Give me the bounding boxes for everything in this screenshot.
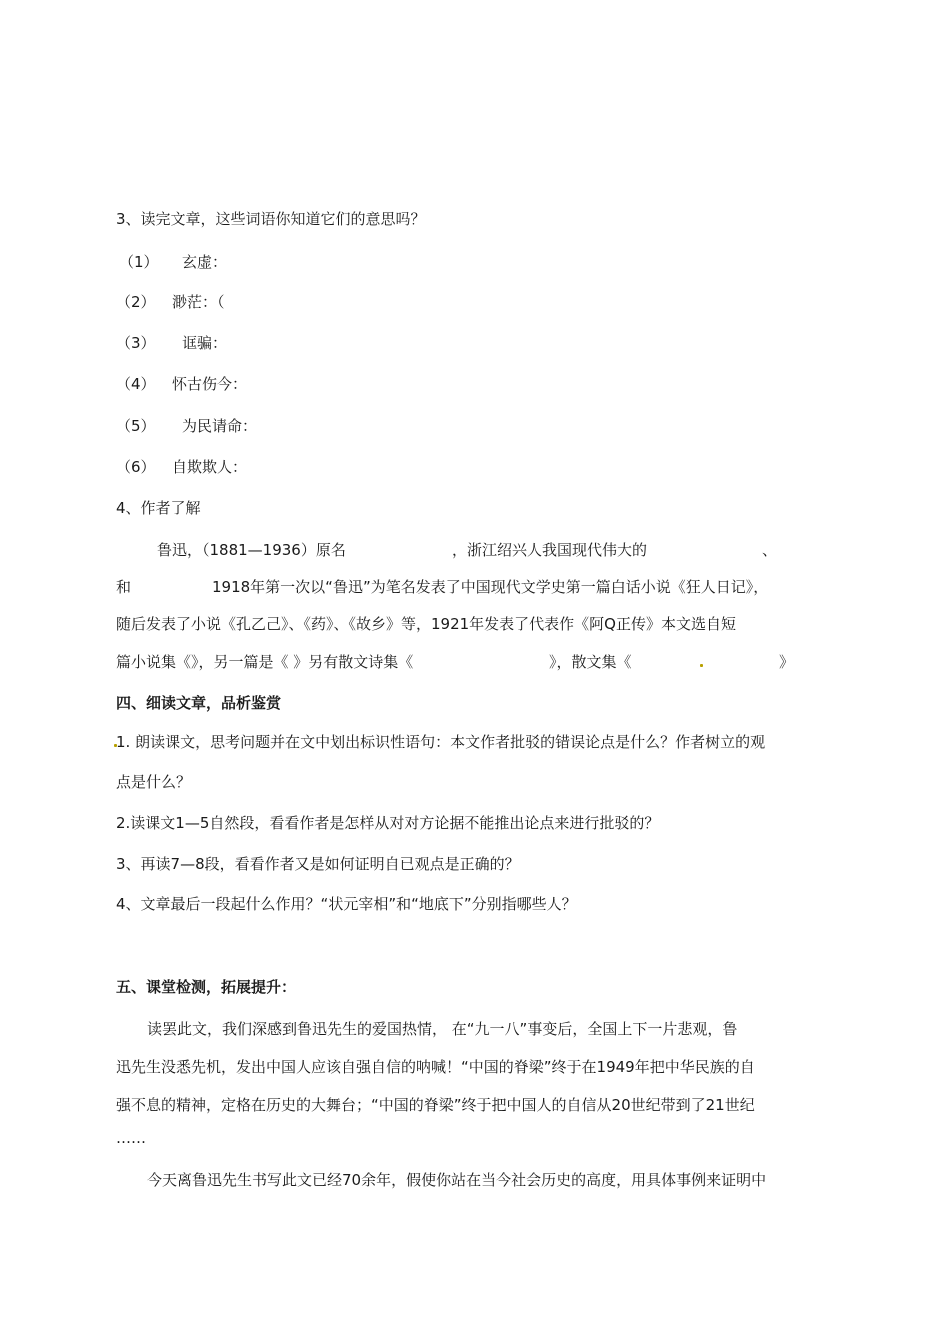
sec4-q2: 2.读课文1—5自然段，看看作者是怎样从对对方论据不能推出论点来进行批驳的？	[116, 814, 660, 832]
sec4-q1-line1: 1. 朗读课文，思考问题并在文中划出标识性语句：本文作者批驳的错误论点是什么？作者树立的观	[116, 733, 766, 751]
sec5-p2-line1: 今天离鲁迅先生书写此文已经70余年，假使你站在当今社会历史的高度，用具体事例来证明中	[147, 1171, 767, 1189]
sec5-p1-line1: 读罢此文，我们深感到鲁迅先生的爱国热情， 在“九一八”事变后，全国上下一片悲观，鲁	[147, 1020, 738, 1038]
q3-item-4-num: （4）	[116, 375, 156, 393]
q3-item-6-word: 自欺欺人：	[172, 458, 248, 476]
q4-p1-b: ，浙江绍兴人我国现代伟大的	[452, 541, 648, 559]
sec4-q3: 3、再读7—8段，看看作者又是如何证明自已观点是正确的？	[116, 855, 520, 873]
q4-p4-a: 篇小说集《》，另一篇是《 》另有散文诗集《	[116, 653, 414, 671]
q3-item-1-num: （1）	[119, 253, 159, 271]
q4-p3: 随后发表了小说《孔乙己》、《药》、《故乡》等，1921年发表了代表作《阿Q正传》本文选自短	[116, 615, 736, 633]
q3-item-2-word: 渺茫：（	[172, 293, 225, 311]
q4-p2-a: 和	[116, 578, 132, 596]
q4-p1-a: 鲁迅，（1881—1936）原名	[157, 541, 346, 559]
sec4-q1-line2: 点是什么？	[116, 773, 192, 791]
yellow-dot-mark	[700, 664, 703, 667]
q3-item-4-word: 怀古伤今：	[172, 375, 248, 393]
section-5-heading: 五、课堂检测，拓展提升：	[116, 978, 297, 996]
q4-p2-b: 1918年第一次以“鲁迅”为笔名发表了中国现代文学史第一篇白话小说《狂人日记》，	[212, 578, 769, 596]
q4-title: 4、作者了解	[116, 499, 201, 517]
sec5-p1-line4: ……	[116, 1129, 146, 1147]
q3-item-2-num: （2）	[116, 293, 156, 311]
q4-p4-c: 》	[779, 653, 795, 671]
sec4-q4: 4、文章最后一段起什么作用？“状元宰相”和“地底下”分别指哪些人？	[116, 895, 577, 913]
q3-item-5-num: （5）	[116, 417, 156, 435]
q3-item-5-word: 为民请命：	[182, 417, 258, 435]
q3-item-3-num: （3）	[116, 334, 156, 352]
q3-title: 3、读完文章，这些词语你知道它们的意思吗？	[116, 210, 426, 228]
q3-item-1-word: 玄虚：	[182, 253, 228, 271]
q3-item-6-num: （6）	[116, 458, 156, 476]
section-4-heading: 四、细读文章，品析鉴赏	[116, 694, 282, 712]
q4-p4-b: 》，散文集《	[549, 653, 632, 671]
q3-item-3-word: 诓骗：	[182, 334, 228, 352]
sec5-p1-line3: 强不息的精神，定格在历史的大舞台；“中国的脊梁”终于把中国人的自信从20世纪带到了21世纪	[116, 1096, 755, 1114]
sec5-p1-line2: 迅先生没悉先机，发出中国人应该自强自信的呐喊！“中国的脊梁”终于在1949年把中华民族的自	[116, 1058, 755, 1076]
q4-p1-c: 、	[762, 541, 778, 559]
